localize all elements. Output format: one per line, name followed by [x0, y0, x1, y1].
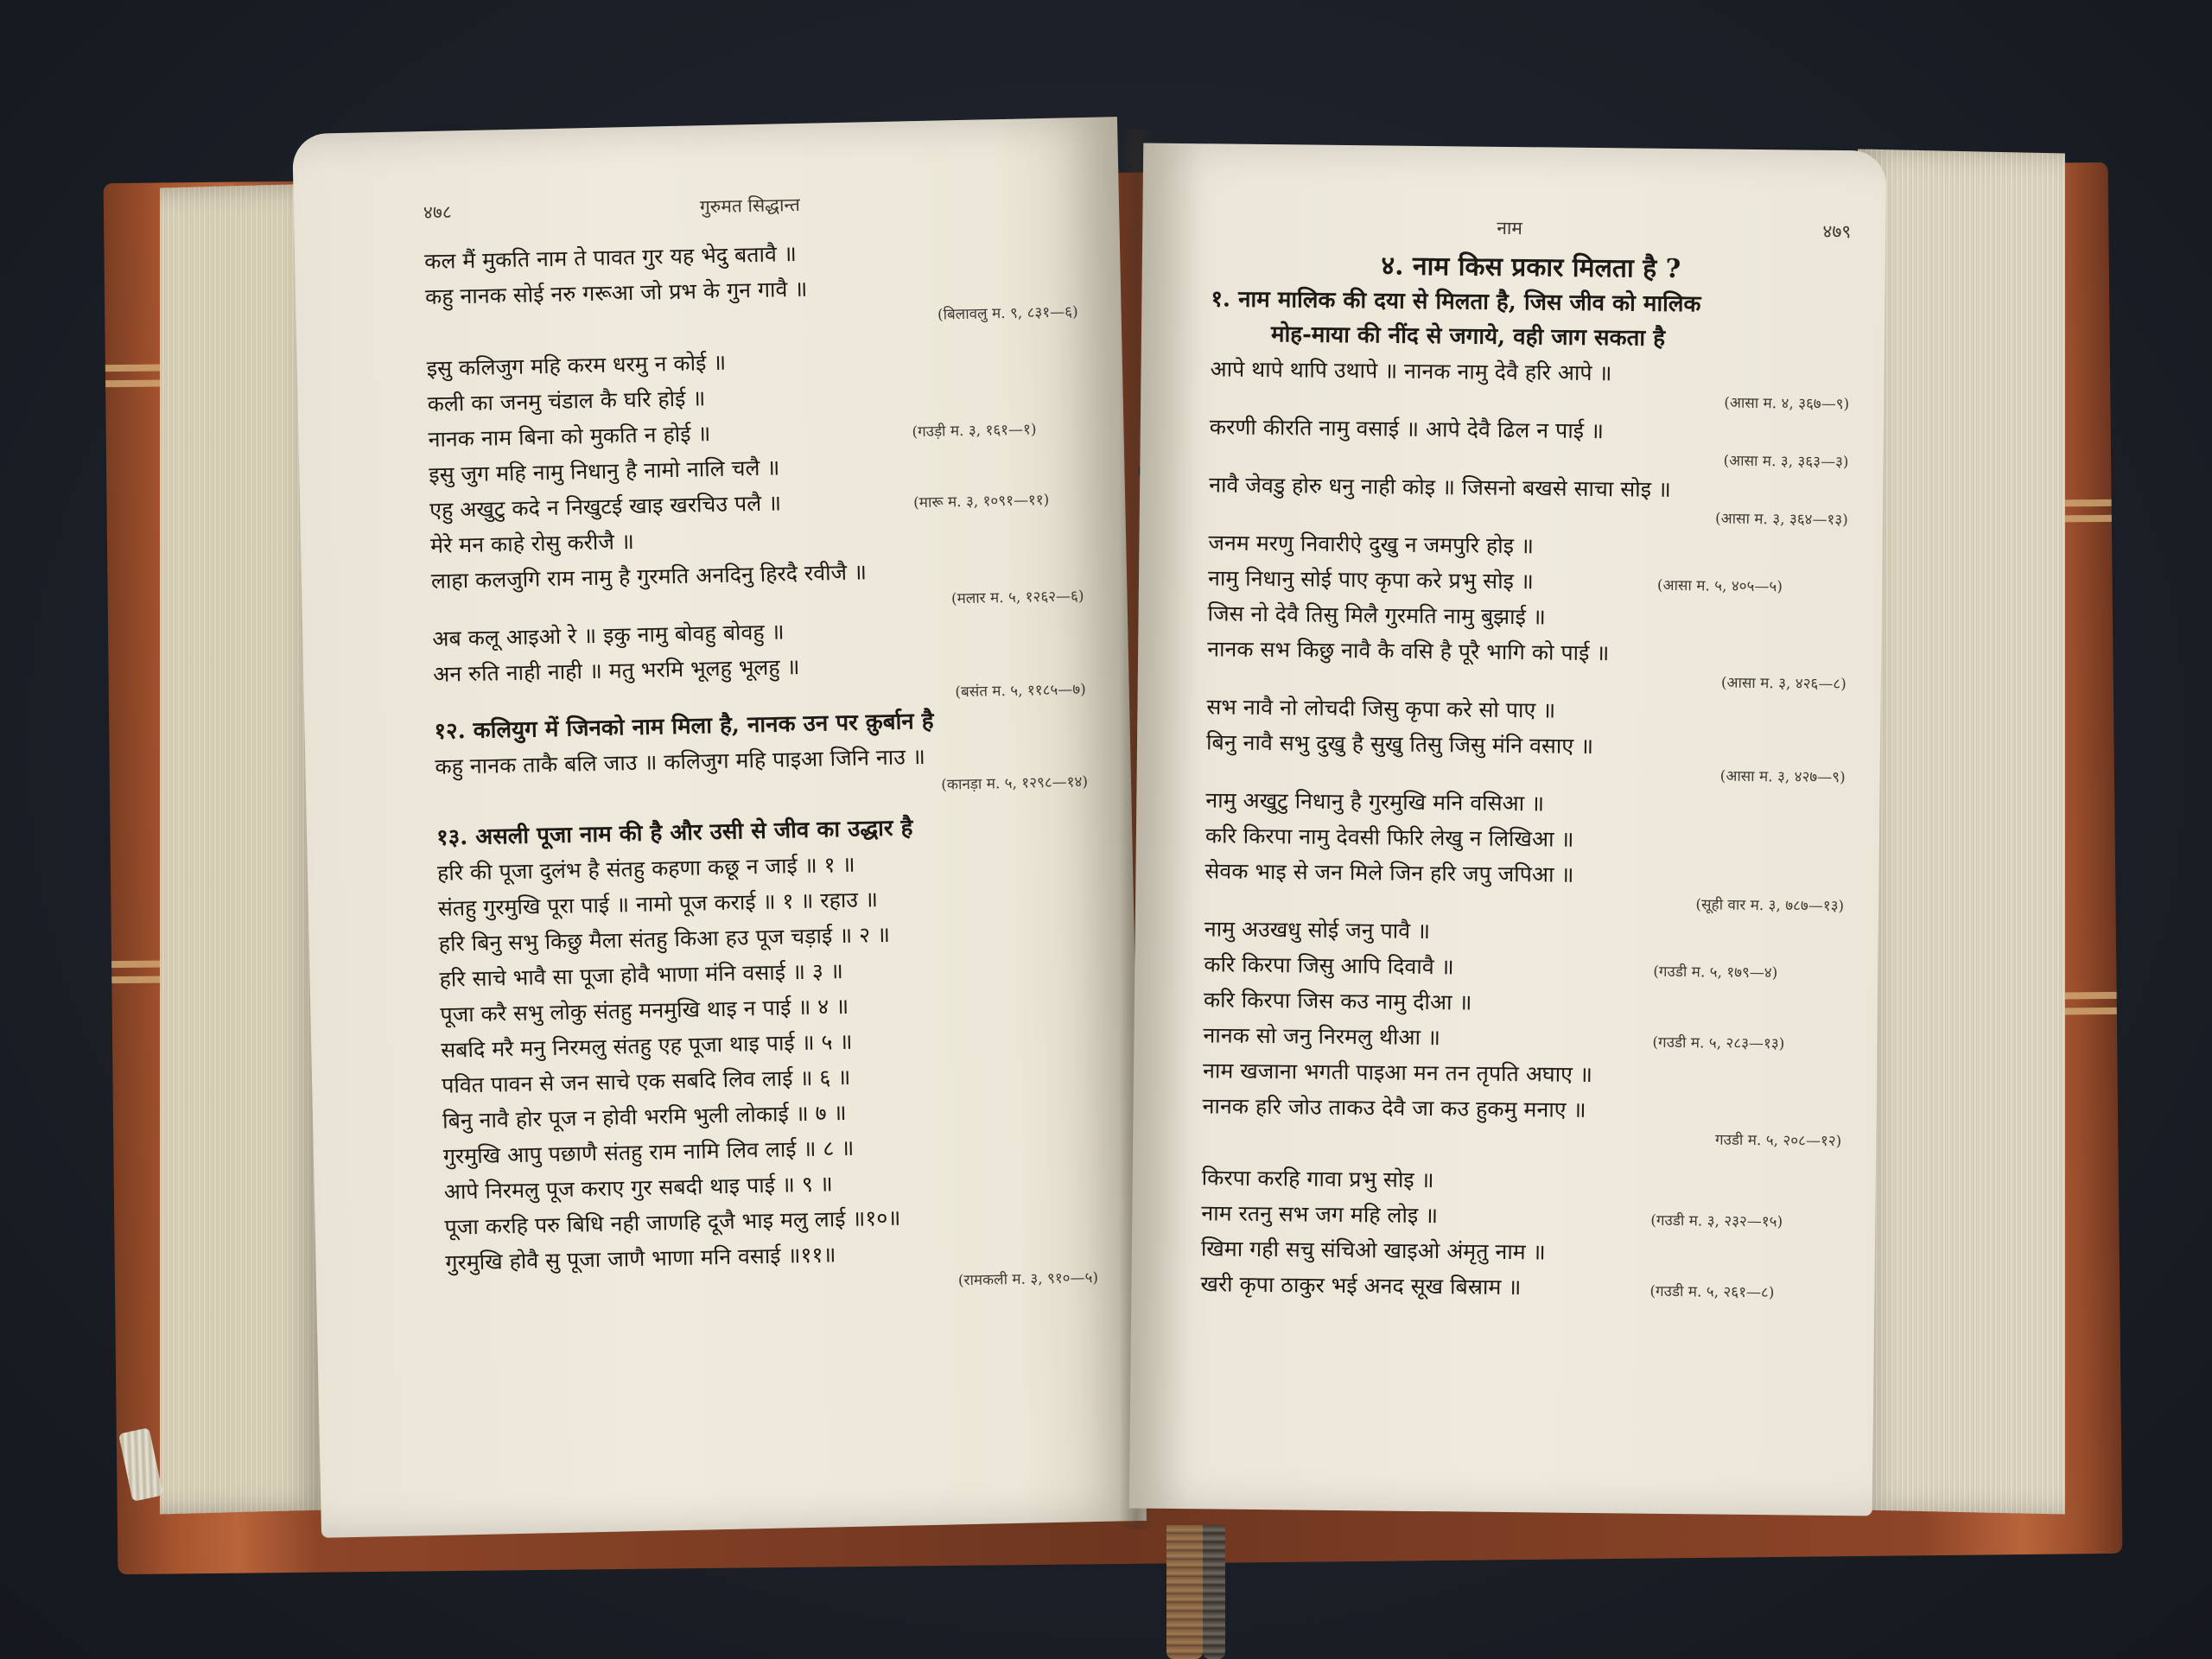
verse-text: नानक हरि जोउ ताकउ देवै जा कउ हुकमु मनाए ॥: [1202, 1093, 1586, 1122]
verse-text: पूजा करै सभु लोकु संतहु मनमुखि थाइ न पाई ॥ ४ ॥: [440, 993, 849, 1027]
page-number: ४७९: [1822, 220, 1852, 243]
section-heading: १२. कलियुग में जिनको नाम मिला है, नानक उन पर क़ुर्बान है: [434, 708, 934, 745]
verse-text: हरि साचे भावै सा पूजा होवै भाणा मंनि वसाई ॥ ३ ॥: [439, 958, 844, 992]
verse-text: नामु अउखधु सोई जनु पावै ॥: [1204, 916, 1431, 944]
right-page: [1129, 143, 1886, 1516]
verse-line: [1202, 1088, 1841, 1130]
verse-reference: (गउडी म. ५, १७९—४): [1653, 963, 1778, 982]
verse-text: अन रुति नाही नाही ॥ मतु भरमि भूलहु भूलहु ॥: [432, 654, 800, 687]
verse-text: नावै जेवडु होरु धनु नाही कोइ ॥ जिसनो बखसे साचा सोइ ॥: [1209, 472, 1672, 502]
verse-text: नाम खजाना भगती पाइआ मन तन तृपति अघाए ॥: [1202, 1058, 1593, 1088]
verse-text: सबदि मरै मनु निरमलु संतहु एह पूजा थाइ पाई ॥ ५ ॥: [441, 1028, 853, 1063]
verse-text: नानक नाम बिना को मुकति न होई ॥: [428, 421, 711, 452]
section-heading: १. नाम मालिक की दया से मिलता है, जिस जीव को मालिक: [1211, 286, 1701, 318]
verse-text: बिनु नावै सभु दुखु है सुखु तिसु जिसु मंनि वसाए ॥: [1205, 729, 1594, 760]
verse-text: सेवक भाइ से जन मिले जिन हरि जपु जपिआ ॥: [1205, 858, 1574, 887]
right-page-header: [1211, 213, 1852, 243]
section-heading: मोह-माया की नींद से जगाये, वही जाग सकता है: [1270, 321, 1666, 352]
verse-text: कहु नानक ताकै बलि जाउ ॥ कलिजुग महि पाइआ जिनि नाउ ॥: [435, 743, 926, 779]
verse-reference: (रामकली म. ३, ९१०—५): [957, 1268, 1099, 1290]
verse-text: कली का जनमु चंडाल कै घरि होई ॥: [427, 385, 706, 416]
verse-reference: (बसंत म. ५, ११८५—७): [955, 681, 1086, 702]
verse-text: करणी कीरति नामु वसाई ॥ आपे देवै ढिल न पाई ॥: [1209, 414, 1605, 444]
verse-reference: (कानड़ा म. ५, १२९८—१४): [941, 773, 1089, 794]
verse-text: नानक सो जनु निरमलु थीआ ॥: [1203, 1022, 1441, 1051]
verse-text: किरपा करहि गावा प्रभु सोइ ॥: [1201, 1165, 1434, 1193]
verse-text: जनम मरणु निवारीऐ दुखु न जमपुरि होइ ॥: [1208, 530, 1535, 559]
verse-text: सभ नावै नो लोचदी जिसु कृपा करे सो पाए ॥: [1206, 694, 1556, 723]
verse-reference: गउडी म. ५, २०८—१२): [1714, 1131, 1842, 1151]
left-page-header: [423, 187, 1067, 224]
verse-reference: (गउडी म. ५, २६१—८): [1649, 1282, 1775, 1302]
verse-text: हरि बिनु सभु किछु मैला संतहु किआ हउ पूज चड़ाई ॥ २ ॥: [438, 921, 891, 957]
verse-text: कहु नानक सोई नरु गरूआ जो प्रभ के गुन गावै ॥: [424, 276, 808, 309]
verse-reference: (आसा म. ३, ४२६—८): [1720, 674, 1847, 694]
verse-line: [1210, 409, 1849, 451]
verse-text: आपे थापे थापि उथापे ॥ नानक नामु देवै हरि आपे ॥: [1210, 356, 1612, 386]
verse-reference: (आसा म. ५, ४०५—५): [1656, 576, 1783, 596]
verse-text: जिस नो देवै तिसु मिलै गुरमति नामु बुझाई ॥: [1207, 601, 1546, 630]
verse-text: हरि की पूजा दुलंभ है संतहु कहणा कछू न जाई ॥ १ ॥: [436, 851, 855, 886]
bookmark-ribbon: [1166, 1525, 1203, 1659]
verse-line: [1206, 724, 1846, 766]
verse-text: पवित पावन से जन साचे एक सबदि लिव लाई ॥ ६ ॥: [441, 1064, 851, 1098]
verse-text: आपे निरमलु पूज कराए गुर सबदी थाइ पाई ॥ ९ ॥: [443, 1171, 833, 1205]
verse-text: इसु जुग महि नामु निधानु है नामो नालि चलै ॥: [429, 454, 780, 487]
verse-reference: (गउड़ी म. ३, १६१—१): [912, 421, 1037, 442]
verse-line: [1200, 1266, 1840, 1308]
verse-text: खरी कृपा ठाकुर भई अनद सूख बिस्राम ॥: [1200, 1271, 1522, 1300]
page-number: ४७८: [423, 201, 453, 224]
left-page: [292, 117, 1147, 1538]
verse-line: [1210, 351, 1849, 393]
verse-text: पूजा करहि परु बिधि नही जाणहि दूजै भाइ मलु लाई ॥१०॥: [444, 1205, 901, 1240]
verse-text: नानक सभ किछु नावै कै वसि है पूरै भागि को पाई ॥: [1207, 636, 1610, 666]
verse-reference: (मलार म. ५, १२६२—६): [950, 588, 1084, 608]
verse-text: मेरे मन काहे रोसु करीजै ॥: [429, 528, 635, 558]
section-heading: १३. असली पूजा नाम की है और उसी से जीव का उद्धार है: [435, 815, 913, 851]
verse-reference: (गउडी म. ३, २३२—१५): [1650, 1211, 1783, 1231]
verse-line: [1205, 853, 1844, 895]
verse-reference: (गउडी म. ५, २८३—१३): [1652, 1033, 1785, 1053]
verse-reference: (आसा म. ४, ३६७—९): [1724, 394, 1850, 414]
verse-reference: (सूही वार म. ३, ७८७—१३): [1695, 896, 1845, 916]
verse-text: इसु कलिजुग महि करम धरमु न कोई ॥: [426, 349, 727, 381]
verse-text: बिनु नावै होर पूज न होवी भरमि भुली लोकाई ॥ ७ ॥: [442, 1099, 847, 1134]
verse-text: एहु अखुटु कदे न निखुटई खाइ खरचिउ पलै ॥: [429, 490, 782, 523]
running-title: नाम: [1497, 217, 1523, 239]
right-page-body: [1200, 247, 1851, 1308]
verse-line: [1209, 467, 1848, 509]
verse-reference: (बिलावलु म. ९, ८३१—६): [937, 303, 1078, 324]
verse-text: गुरमुखि आपु पछाणै संतहु राम नामि लिव लाई ॥ ८ ॥: [442, 1135, 855, 1169]
verse-text: संतहु गुरमुखि पूरा पाई ॥ नामो पूज कराई ॥ १ ॥ रहाउ ॥: [437, 887, 879, 921]
verse-reference: (आसा म. ३, ४२७—९): [1719, 767, 1846, 787]
verse-reference: (आसा म. ३, ३६३—३): [1723, 452, 1849, 472]
verse-line: [1207, 631, 1847, 673]
verse-reference: (आसा म. ३, ३६४—१३): [1714, 510, 1848, 530]
verse-text: लाहा कलजुगि राम नामु है गुरमति अनदिनु हिरदै रवीजै ॥: [430, 559, 868, 594]
verse-text: करि किरपा नामु देवसी फिरि लेखु न लिखिआ ॥: [1205, 823, 1574, 852]
verse-text: करि किरपा जिस कउ नामु दीआ ॥: [1203, 987, 1472, 1015]
verse-text: करि किरपा जिसु आपि दिवावै ॥: [1204, 951, 1454, 980]
page-edges-right: [1858, 149, 2065, 1514]
verse-text: गुरमुखि होवै सु पूजा जाणै भाणा मनि वसाई ॥११॥: [445, 1242, 836, 1275]
verse-text: अब कलू आइओ रे ॥ इकु नामु बोवहु बोवहु ॥: [432, 619, 785, 652]
left-page-body: [424, 230, 1099, 1303]
verse-text: नामु निधानु सोई पाए कृपा करे प्रभु सोइ ॥: [1207, 565, 1534, 594]
section-title: ४. नाम किस प्रकार मिलता है ?: [1381, 251, 1681, 285]
verse-text: कल मैं मुकति नाम ते पावत गुर यह भेदु बतावै ॥: [423, 240, 798, 275]
running-title: गुरुमत सिद्धान्त: [699, 194, 801, 218]
verse-text: नाम रतनु सभ जग महि लोइ ॥: [1201, 1200, 1439, 1229]
verse-reference: (मारू म. ३, १०९१—११): [912, 491, 1050, 512]
bookmark-ribbon: [1203, 1525, 1225, 1659]
verse-text: खिमा गही सचु संचिओ खाइओ अंमृतु नाम ॥: [1200, 1236, 1546, 1265]
verse-text: नामु अखुटु निधानु है गुरमुखि मनि वसिआ ॥: [1205, 787, 1545, 817]
